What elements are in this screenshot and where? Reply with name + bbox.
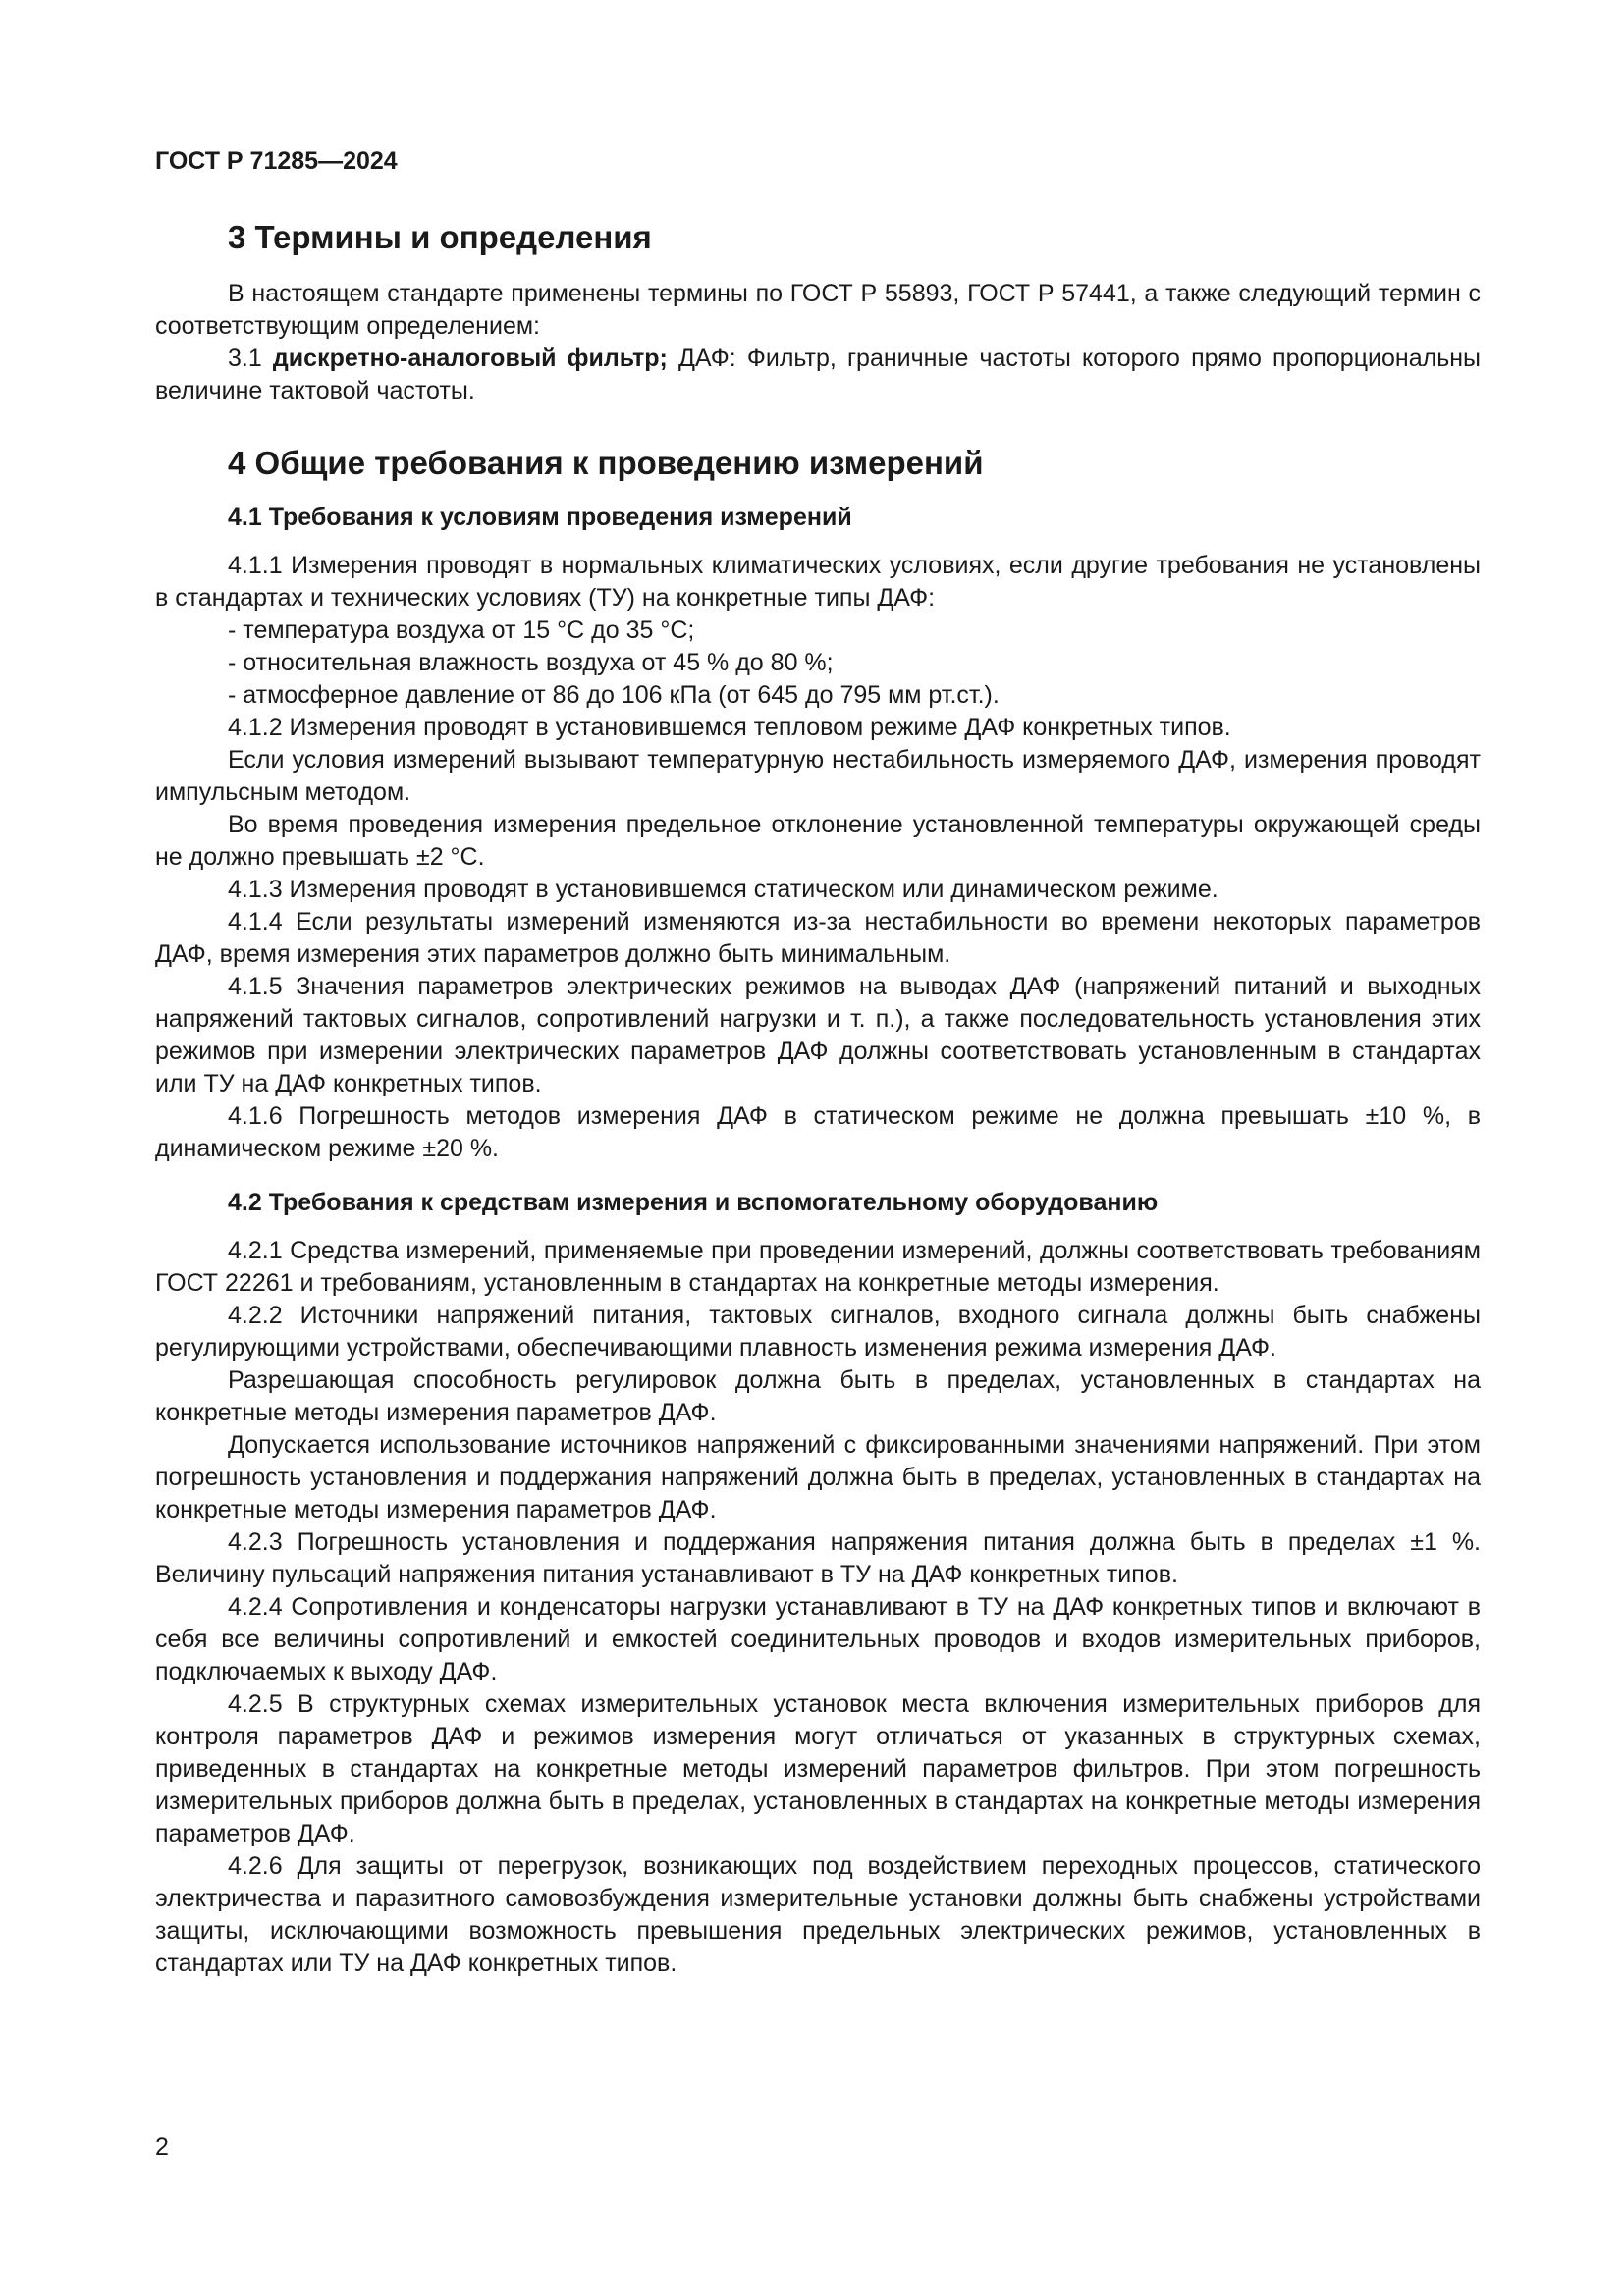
paragraph-4-1-6: 4.1.6 Погрешность методов измерения ДАФ в статическом режиме не должна превышать ±10 %, в динамическом режиме ±20 %. (155, 1102, 1481, 1162)
paragraph-4-1-3: 4.1.3 Измерения проводят в установившемся статическом или динамическом режиме. (228, 876, 1218, 903)
list-item-humidity: - относительная влажность воздуха от 45 % до 80 %; (228, 649, 834, 676)
paragraph-4-2-1: 4.2.1 Средства измерений, применяемые при проведении измерений, должны соответствовать требованиям ГОСТ 22261 и требованиям, установленным в стандартах на конкретные методы измерения. (155, 1237, 1481, 1297)
document-code: ГОСТ Р 71285—2024 (155, 147, 398, 175)
section-3-intro: В настоящем стандарте применены термины по ГОСТ Р 55893, ГОСТ Р 57441, а также следующий термин с соответствующим определением: (155, 280, 1481, 340)
subsection-4-1-title: 4.1 Требования к условиям проведения измерений (228, 504, 852, 531)
paragraph-4-2-4: 4.2.4 Сопротивления и конденсаторы нагрузки устанавливают в ТУ на ДАФ конкретных типов и включают в себя все величины сопротивлений и емкостей соединительных проводов и входов измерительных приборов, подключаемых к выходу ДАФ. (155, 1593, 1481, 1685)
paragraph-4-1-4: 4.1.4 Если результаты измерений изменяются из-за нестабильности во времени некоторых параметров ДАФ, время измерения этих параметров должно быть минимальным. (155, 908, 1481, 968)
list-item-pressure: - атмосферное давление от 86 до 106 кПа (от 645 до 795 мм рт.ст.). (228, 681, 1000, 709)
page-body (155, 147, 1481, 1980)
paragraph: Разрешающая способность регулировок должна быть в пределах, установленных в стандартах на конкретные методы измерения параметров ДАФ. (155, 1366, 1481, 1426)
paragraph: Допускается использование источников напряжений с фиксированными значениями напряжений. При этом погрешность установления и поддержания напряжений должна быть в пределах, установленных в стандартах на конкретные методы измерения параметров ДАФ. (155, 1431, 1481, 1523)
subsection-4-2-title: 4.2 Требования к средствам измерения и вспомогательному оборудованию (228, 1189, 1159, 1216)
page-number: 2 (155, 2133, 169, 2161)
paragraph-4-1-5: 4.1.5 Значения параметров электрических режимов на выводах ДАФ (напряжений питаний и выходных напряжений тактовых сигналов, сопротивлений нагрузки и т. п.), а также последовательность установления этих режимов при измерении электрических параметров ДАФ должны соответствовать установленным в стандартах или ТУ на ДАФ конкретных типов. (155, 973, 1481, 1097)
paragraph: Если условия измерений вызывают температурную нестабильность измеряемого ДАФ, измерения проводят импульсным методом. (155, 746, 1481, 806)
list-item-temperature: - температура воздуха от 15 °С до 35 °С; (228, 616, 695, 644)
term-number: 3.1 (228, 345, 262, 372)
term-definition: ДАФ: Фильтр, граничные частоты которого прямо пропорциональны величине тактовой частоты. (155, 345, 1481, 404)
term-name: дискретно-аналоговый фильтр; (272, 345, 668, 372)
paragraph-4-1-2: 4.1.2 Измерения проводят в установившемся тепловом режиме ДАФ конкретных типов. (228, 714, 1231, 741)
paragraph-4-2-2: 4.2.2 Источники напряжений питания, тактовых сигналов, входного сигнала должны быть снабжены регулирующими устройствами, обеспечивающими плавность изменения режима измерения ДАФ. (155, 1302, 1481, 1362)
paragraph-4-2-6: 4.2.6 Для защиты от перегрузок, возникающих под воздействием переходных процессов, статического электричества и паразитного самовозбуждения измерительные установки должны быть снабжены устройствами защиты, исключающими возможность превышения предельных электрических режимов, установленных в стандартах или ТУ на ДАФ конкретных типов. (155, 1852, 1481, 1977)
paragraph: Во время проведения измерения предельное отклонение установленной температуры окружающей среды не должно превышать ±2 °С. (155, 811, 1481, 871)
paragraph-4-2-3: 4.2.3 Погрешность установления и поддержания напряжения питания должна быть в пределах ±1 %. Величину пульсаций напряжения питания устанавливают в ТУ на ДАФ конкретных типов. (155, 1528, 1481, 1588)
paragraph-4-1-1: 4.1.1 Измерения проводят в нормальных климатических условиях, если другие требования не установлены в стандартах и технических условиях (ТУ) на конкретные типы ДАФ: (155, 552, 1481, 612)
term-3-1 (155, 343, 1481, 407)
paragraph-4-2-5: 4.2.5 В структурных схемах измерительных установок места включения измерительных приборов для контроля параметров ДАФ и режимов измерения могут отличаться от указанных в структурных схемах, приведенных в стандартах на конкретные методы измерений параметров фильтров. При этом погрешность измерительных приборов должна быть в пределах, установленных в стандартах на конкретные методы измерения параметров ДАФ. (155, 1690, 1481, 1847)
section-4-title: 4 Общие требования к проведению измерений (228, 445, 984, 481)
section-3-title: 3 Термины и определения (228, 219, 652, 255)
